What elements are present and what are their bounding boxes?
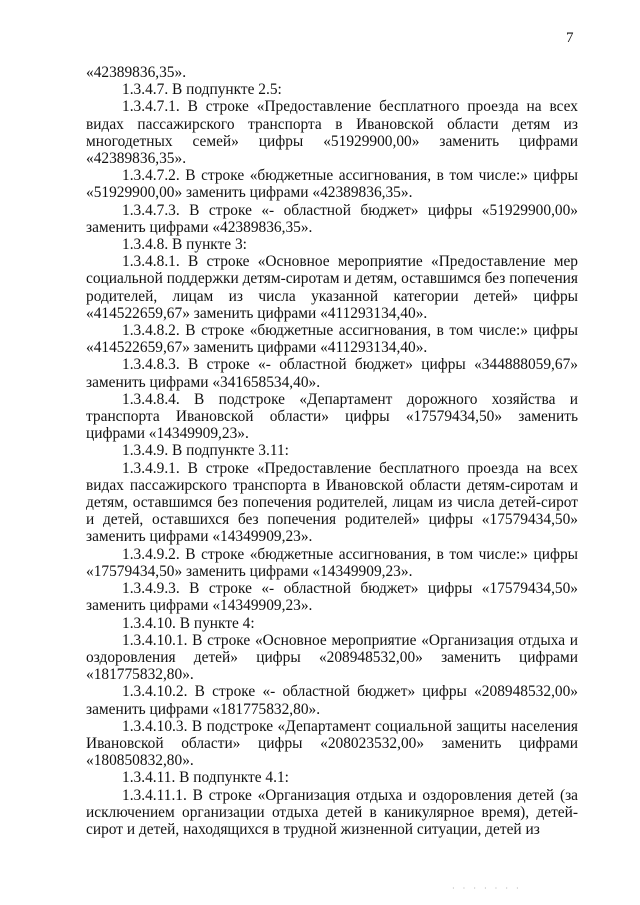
paragraph: 1.3.4.9. В подпункте 3.11:	[122, 442, 289, 460]
document-body	[86, 64, 578, 838]
paragraph: 1.3.4.8. В пункте 3:	[122, 236, 247, 254]
paragraph: 1.3.4.10.3. В подстроке «Департамент социальной защиты населения Ивановской области» цифры «208023532,00» заменить цифрами «180850832,80».	[86, 717, 578, 770]
paragraph: 1.3.4.9.2. В строке «бюджетные ассигнования, в том числе:» цифры «17579434,50» заменить цифрами «14349909,23».	[86, 545, 578, 580]
paragraph: 1.3.4.7.1. В строке «Предоставление бесплатного проезда на всех видах пассажирского транспорта в Ивановской области детям из многодетных семей» цифры «51929900,00» заменить цифрами «42389836,35».	[86, 98, 578, 168]
paragraph: 1.3.4.8.1. В строке «Основное мероприятие «Предоставление мер социальной поддержки детям-сиротам и детям, оставшимся без попечения родителей, лицам из числа указанной категории детей» цифры «414522659,67» заменить цифрами «411293134,40».	[86, 253, 578, 322]
paragraph: 1.3.4.11.1. В строке «Организация отдыха и оздоровления детей (за исключением организации отдыха детей в каникулярное время), детей-сирот и детей, находящихся в трудной жизненной ситуации, детей из	[86, 786, 578, 838]
paragraph: 1.3.4.10. В пункте 4:	[122, 614, 255, 632]
paragraph: 1.3.4.9.3. В строке «- областной бюджет» цифры «17579434,50» заменить цифрами «14349909,23».	[86, 580, 578, 615]
paragraph: 1.3.4.10.1. В строке «Основное мероприятие «Организация отдыха и оздоровления детей» цифры «208948532,00» заменить цифрами «181775832,80».	[86, 631, 578, 684]
scan-marks: · · · · · · ·	[452, 884, 522, 893]
paragraph: 1.3.4.10.2. В строке «- областной бюджет» цифры «208948532,00» заменить цифрами «181775832,80».	[86, 683, 578, 718]
paragraph: 1.3.4.8.2. В строке «бюджетные ассигнования, в том числе:» цифры «414522659,67» заменить цифрами «411293134,40».	[86, 322, 578, 357]
paragraph: 1.3.4.8.4. В подстроке «Департамент дорожного хозяйства и транспорта Ивановской области» цифры «17579434,50» заменить цифрами «14349909,23».	[86, 390, 578, 443]
paragraph: 1.3.4.7.2. В строке «бюджетные ассигнования, в том числе:» цифры «51929900,00» заменить цифрами «42389836,35».	[86, 167, 578, 202]
paragraph: 1.3.4.7.3. В строке «- областной бюджет» цифры «51929900,00» заменить цифрами «42389836,35».	[86, 201, 578, 236]
paragraph: «42389836,35».	[86, 64, 187, 81]
paragraph: 1.3.4.11. В подпункте 4.1:	[122, 769, 289, 787]
paragraph: 1.3.4.9.1. В строке «Предоставление бесплатного проезда на всех видах пассажирского транспорта в Ивановской области детям-сиротам и детям, оставшимся без попечения родителей, лицам из числа детей-сирот и детей, оставшихся без попечения родителей» цифры «17579434,50» заменить цифрами «14349909,23».	[86, 459, 578, 546]
page-number: 7	[566, 30, 574, 46]
paragraph: 1.3.4.8.3. В строке «- областной бюджет» цифры «344888059,67» заменить цифрами «341658534,40».	[86, 356, 578, 391]
paragraph: 1.3.4.7. В подпункте 2.5:	[122, 81, 282, 99]
